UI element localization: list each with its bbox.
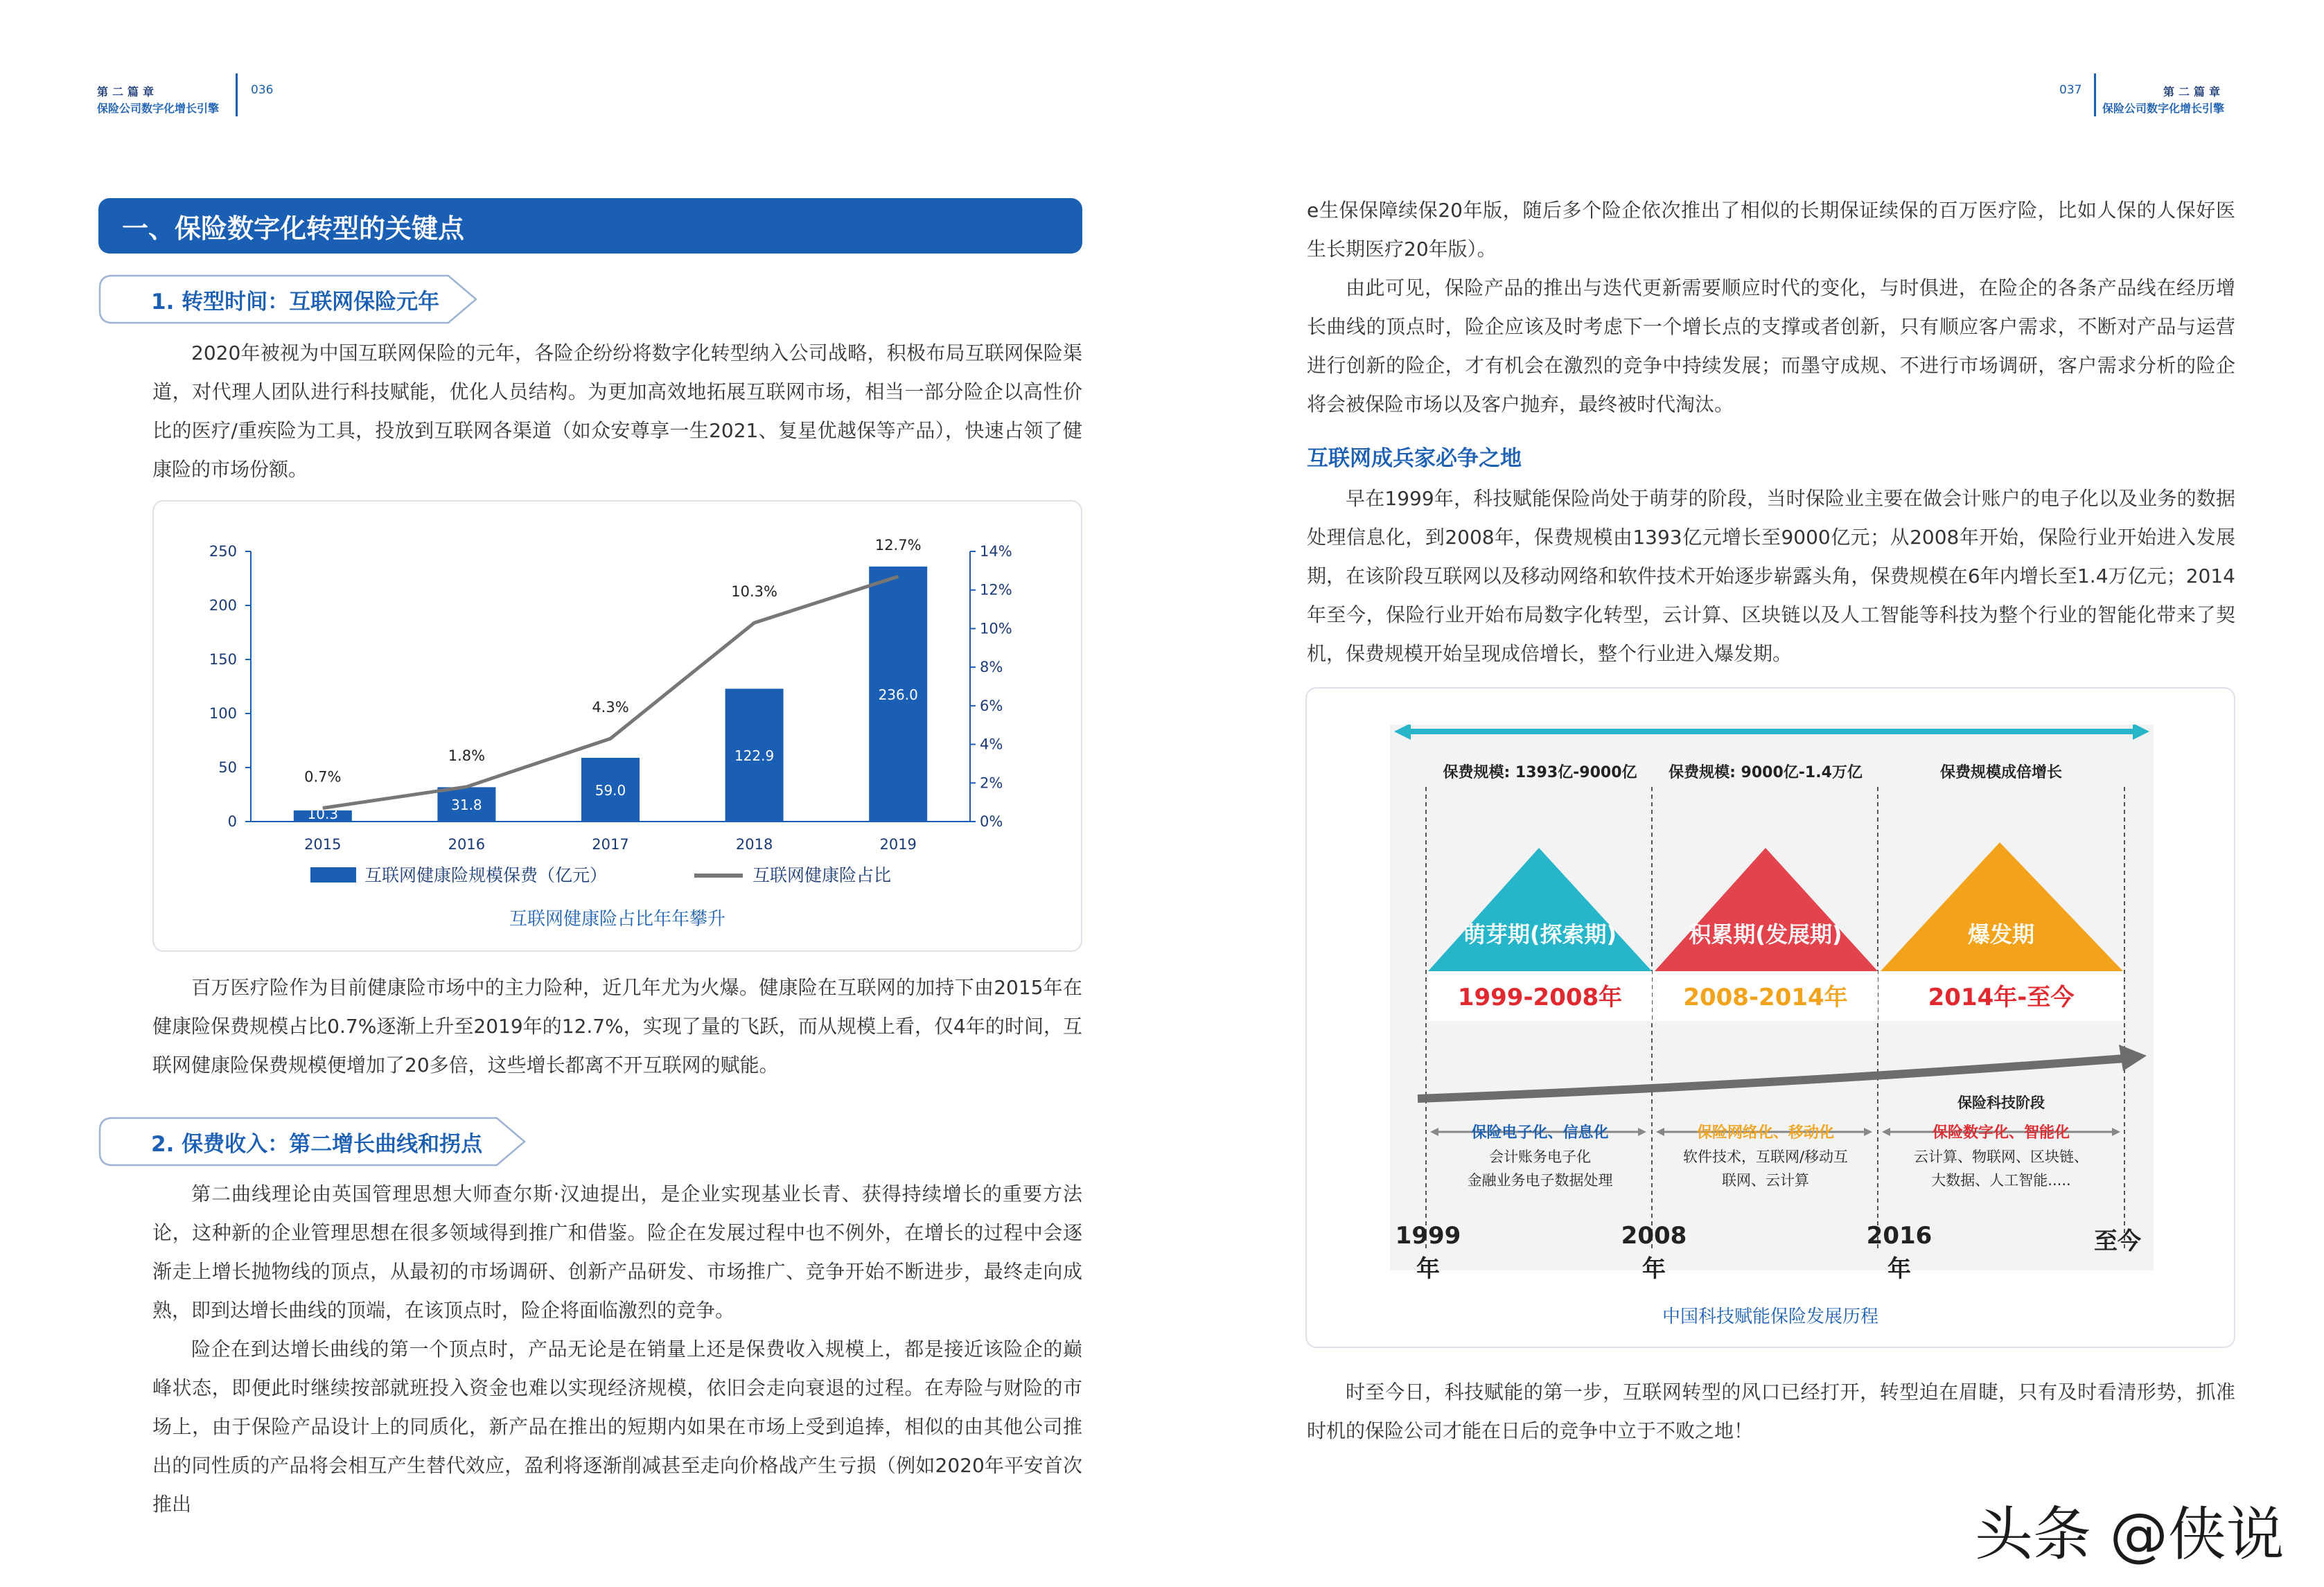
section-title: 一、保险数字化转型的关键点: [122, 213, 465, 244]
y-right-tick-label: 2%: [980, 774, 1003, 792]
legend-bar-label: 互联网健康险规模保费（亿元）: [364, 865, 608, 885]
bar-value-label-2018: 122.9: [734, 747, 775, 765]
phase-3-tech-head: 保险数字化、智能化: [1932, 1124, 2070, 1142]
timeline-label-2016: 2016年: [1866, 1222, 1933, 1283]
x-tick-label-2016: 2016: [448, 836, 486, 853]
legend-line-label: 互联网健康险占比: [752, 865, 892, 885]
line-point-label-2017: 4.3%: [592, 699, 629, 716]
y-left-tick-label: 100: [209, 705, 237, 722]
diagram-caption: 中国科技赋能保险发展历程: [1662, 1306, 1878, 1327]
line-point-label-2015: 0.7%: [304, 768, 342, 786]
right-para-4: 时至今日，科技赋能的第一步，互联网转型的风口已经打开，转型迫在眉睫，只有及时看清形势，抓准时机的保险公司才能在日后的竞争中立于不败之地！: [1307, 1381, 2235, 1442]
sub2-paragraph-box: [152, 1175, 1082, 1524]
y-right-tick-label: 14%: [980, 543, 1012, 560]
legend-bar-swatch: [310, 867, 356, 883]
timeline-label-2008: 2008年: [1621, 1222, 1687, 1283]
x-tick-label-2015: 2015: [304, 836, 342, 853]
sub1-paragraph: 2020年被视为中国互联网保险的元年，各险企纷纷将数字化转型纳入公司战略，积极布局互联网保险渠道，对代理人团队进行科技赋能，优化人员结构。为更加高效地拓展互联网市场，相当一部分险企以高性价比的医疗/重疾险为工具，投放到互联网各渠道（如众安尊享一生2021、复星优越保等产品），快速占领了健康险的市场份额。: [152, 342, 1082, 481]
phase-3-years: 2014年-至今: [1928, 984, 2075, 1011]
sub2-paragraph-1: 第二曲线理论由英国管理思想大师查尔斯·汉迪提出，是企业实现基业长青、获得持续增长的重要方法论，这种新的企业管理思想在很多领域得到推广和借鉴。险企在发展过程中也不例外，在增长的过程中会逐渐走上增长抛物线的顶点，从最初的市场调研、创新产品研发、市场推广、竞争开始不断进步，最终走向成熟，即到达增长曲线的顶端，在该顶点时，险企将面临激烈的竞争。: [152, 1182, 1082, 1322]
phase-2-years: 2008-2014年: [1683, 984, 1848, 1011]
right-para-2: 由此可见，保险产品的推出与迭代更新需要顺应时代的变化，与时俱进，在险企的各条产品线在经历增长曲线的顶点时，险企应该及时考虑下一个增长点的支撑或者创新，只有顺应客户需求，不断对产品与运营进行创新的险企，才有机会在激烈的竞争中持续发展；而墨守成规、不进行市场调研，客户需求分析的险企将会被保险市场以及客户抛弃，最终被时代淘汰。: [1307, 276, 2235, 416]
y-right-tick-label: 12%: [980, 581, 1012, 599]
y-left-tick-label: 250: [209, 543, 237, 560]
bar-value-label-2016: 31.8: [451, 797, 482, 814]
chart-caption: 互联网健康险占比年年攀升: [509, 909, 725, 930]
phase-2-tech-head: 保险网络化、移动化: [1696, 1124, 1834, 1142]
right-para-continued: e生保保障续保20年版，随后多个险企依次推出了相似的长期保证续保的百万医疗险，比如人保的人保好医生长期医疗20年版）。: [1307, 199, 2235, 260]
history-diagram-panel: [1390, 725, 2154, 1283]
phase-2-tech-line-2: 联网、云计算: [1722, 1172, 1809, 1189]
y-left-tick-label: 50: [218, 759, 237, 776]
phase-3-tech-line-1: 云计算、物联网、区块链、: [1914, 1149, 2088, 1165]
line-point-label-2018: 10.3%: [731, 583, 777, 601]
right-page-number: 037: [2059, 83, 2082, 97]
bar-value-label-2019: 236.0: [878, 686, 918, 703]
right-text-top: [1307, 191, 2235, 424]
right-header-chapter: 第二篇章: [2163, 85, 2224, 98]
line-point-label-2016: 1.8%: [448, 747, 486, 764]
bar-line-chart-box: [152, 500, 1082, 952]
watermark-text: 头条 @侠说: [1975, 1500, 2285, 1568]
sub2-paragraph-2: 险企在到达增长曲线的第一个顶点时，产品无论是在销量上还是保费收入规模上，都是接近该险企的巅峰状态，即便此时继续按部就班投入资金也难以实现经济规模，依旧会走向衰退的过程。在寿险与财险的市场上，由于保险产品设计上的同质化，新产品在推出的短期内如果在市场上受到追捧，相似的由其他公司推出的同性质的产品将会相互产生替代效应，盈利将逐渐削减甚至走向价格战产生亏损（例如2020年平安首次推出: [152, 1338, 1082, 1516]
subsection-title-2: 2. 保费收入：第二增长曲线和拐点: [151, 1131, 483, 1157]
phase-3-tech-line-2: 大数据、人工智能.....: [1931, 1172, 2071, 1189]
right-para-4-box: [1307, 1373, 2235, 1451]
phase-3-name: 爆发期: [1967, 921, 2034, 948]
bar-value-label-2015: 10.3: [307, 806, 339, 822]
x-tick-label-2018: 2018: [735, 836, 773, 853]
phase-1-tech-line-1: 会计账务电子化: [1489, 1149, 1591, 1165]
y-right-tick-label: 0%: [980, 813, 1003, 830]
para-after-chart: 百万医疗险作为目前健康险市场中的主力险种，近几年尤为火爆。健康险在互联网的加持下由2015年在健康险保费规模占比0.7%逐渐上升至2019年的12.7%，实现了量的飞跃，而从规模上看，仅4年的时间，互联网健康险保费规模便增加了20多倍，这些增长都离不开互联网的赋能。: [152, 976, 1082, 1076]
phase-1-years: 1999-2008年: [1457, 984, 1623, 1011]
bar-value-label-2017: 59.0: [595, 781, 626, 799]
x-tick-label-2017: 2017: [592, 836, 629, 853]
phase-1-tech-line-2: 金融业务电子数据处理: [1467, 1172, 1613, 1189]
right-para-3-box: [1307, 479, 2235, 673]
phase-3-tech-title: 保险科技阶段: [1957, 1094, 2045, 1111]
timeline-label-1999: 1999年: [1395, 1222, 1461, 1283]
right-para-3: 早在1999年，科技赋能保险尚处于萌芽的阶段，当时保险业主要在做会计账户的电子化以及业务的数据处理信息化，到2008年，保费规模由1393亿元增长至9000亿元；从2008年开始，保险行业开始进入发展期，在该阶段互联网以及移动网络和软件技术开始逐步崭露头角，保费规模在6年内增长至1.4万亿元；2014年至今，保险行业开始布局数字化转型，云计算、区块链以及人工智能等科技为整个行业的智能化带来了契机，保费规模开始呈现成倍增长，整个行业进入爆发期。: [1307, 487, 2235, 665]
left-header-subtitle: 保险公司数字化增长引擎: [97, 102, 220, 115]
y-left-tick-label: 0: [227, 813, 237, 830]
y-right-tick-label: 6%: [980, 697, 1003, 714]
phase-2-tech-line-1: 软件技术，互联网/移动互: [1682, 1149, 1849, 1165]
subsection-tag-2: [98, 1117, 527, 1167]
sub1-paragraph-box: [152, 334, 1082, 489]
left-header-divider: [236, 73, 238, 116]
phase-2-name: 积累期(发展期): [1689, 921, 1842, 948]
left-page-number: 036: [251, 83, 274, 97]
subsection-title-1: 1. 转型时间：互联网保险元年: [151, 289, 440, 314]
left-header-chapter: 第二篇章: [97, 85, 159, 98]
bar-line-chart: [154, 502, 1084, 953]
history-diagram-box: [1305, 687, 2235, 1348]
phase-1-name: 萌芽期(探索期): [1463, 921, 1617, 948]
phase-1-scale: 保费规模: 1393亿-9000亿: [1443, 764, 1637, 781]
y-left-tick-label: 200: [209, 597, 237, 614]
y-left-tick-label: 150: [209, 651, 237, 668]
right-subheading: 互联网成兵家必争之地: [1307, 446, 1522, 471]
para-after-chart-box: [152, 968, 1082, 1085]
phase-3-scale: 保费规模成倍增长: [1939, 764, 2062, 781]
timeline-label-now: 至今: [2094, 1227, 2141, 1255]
phase-1-tech-head: 保险电子化、信息化: [1471, 1124, 1609, 1142]
x-tick-label-2019: 2019: [879, 836, 917, 853]
y-right-tick-label: 8%: [980, 659, 1003, 676]
phase-2-scale: 保费规模: 9000亿-1.4万亿: [1669, 764, 1863, 781]
y-right-tick-label: 10%: [980, 620, 1012, 637]
y-right-tick-label: 4%: [980, 736, 1003, 753]
right-header-subtitle: 保险公司数字化增长引擎: [2102, 102, 2224, 115]
subsection-tag-1: [98, 274, 478, 324]
line-point-label-2019: 12.7%: [874, 537, 922, 554]
section-title-bar: [98, 198, 1082, 254]
